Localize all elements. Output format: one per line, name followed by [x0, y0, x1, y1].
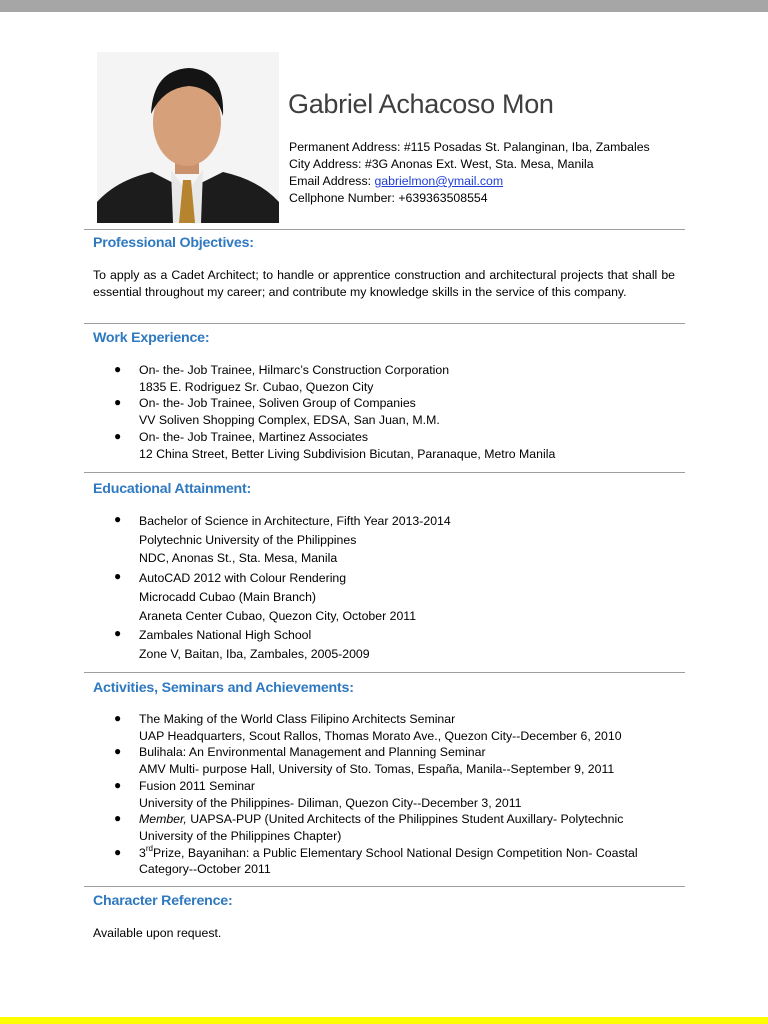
list-item: [93, 395, 555, 428]
prize-rank: 3: [139, 845, 146, 860]
work-title: On- the- Job Trainee, Soliven Group of Companies: [139, 396, 416, 411]
email-label: Email Address:: [289, 174, 375, 188]
bullet-icon: ●: [114, 777, 122, 792]
contact-details: [289, 139, 650, 207]
objectives-heading: Professional Objectives:: [93, 235, 254, 251]
candidate-name: Gabriel Achacoso Mon: [288, 89, 554, 119]
list-item: [93, 429, 555, 462]
list-item: [93, 744, 638, 777]
activities-heading: Activities, Seminars and Achievements:: [93, 680, 354, 696]
membership-label: Member,: [139, 812, 187, 827]
list-item: [93, 512, 451, 568]
bullet-icon: ●: [114, 395, 122, 410]
profile-photo: [97, 52, 279, 223]
section-divider: [84, 323, 685, 324]
education-address: Araneta Center Cubao, Quezon City, October 2011: [139, 608, 417, 623]
reference-text: Available upon request.: [93, 926, 222, 940]
bullet-icon: ●: [114, 569, 122, 584]
education-heading: Educational Attainment:: [93, 481, 252, 497]
activities-list: [93, 711, 638, 878]
education-school: Microcadd Cubao (Main Branch): [139, 589, 317, 604]
list-item: [93, 845, 638, 878]
section-divider: [84, 229, 685, 230]
list-item: [93, 711, 638, 744]
activity-detail: Category--October 2011: [139, 862, 271, 877]
activity-detail: University of the Philippines Chapter): [139, 828, 342, 843]
work-heading: Work Experience:: [93, 330, 210, 346]
list-item: [93, 362, 555, 395]
education-school: Polytechnic University of the Philippines: [139, 532, 357, 547]
permanent-address: Permanent Address: #115 Posadas St. Palanginan, Iba, Zambales: [289, 140, 650, 154]
city-address: City Address: #3G Anonas Ext. West, Sta. Mesa, Manila: [289, 157, 594, 171]
work-address: 12 China Street, Better Living Subdivision Bicutan, Paranaque, Metro Manila: [139, 446, 556, 461]
membership-text: UAPSA-PUP (United Architects of the Philippines Student Auxillary- Polytechnic: [186, 812, 624, 827]
prize-rank-suffix: rd: [145, 843, 153, 853]
section-divider: [84, 672, 685, 673]
list-item: [93, 626, 451, 663]
education-address: Zone V, Baitan, Iba, Zambales, 2005-2009: [139, 646, 370, 661]
email-row: [289, 173, 650, 190]
education-list: [93, 512, 451, 664]
reference-heading: Character Reference:: [93, 893, 233, 909]
prize-text: Prize, Bayanihan: a Public Elementary School National Design Competition Non- Coastal: [152, 845, 638, 860]
list-item: [93, 811, 638, 844]
activity-title: Fusion 2011 Seminar: [139, 778, 255, 793]
work-address: 1835 E. Rodriguez Sr. Cubao, Quezon City: [139, 379, 374, 394]
education-title: AutoCAD 2012 with Colour Rendering: [139, 571, 347, 586]
list-item: [93, 569, 451, 625]
work-address: VV Soliven Shopping Complex, EDSA, San Juan, M.M.: [139, 413, 440, 428]
work-list: [93, 362, 555, 462]
activity-title: The Making of the World Class Filipino Architects Seminar: [139, 712, 456, 726]
activity-detail: University of the Philippines- Diliman, Quezon City--December 3, 2011: [139, 795, 522, 810]
work-title: On- the- Job Trainee, Martinez Associates: [139, 429, 368, 444]
bullet-icon: ●: [114, 844, 122, 859]
bottom-decorative-bar: [0, 1017, 768, 1024]
education-title: Bachelor of Science in Architecture, Fifth Year 2013-2014: [139, 514, 451, 528]
email-link[interactable]: gabrielmon@ymail.com: [374, 174, 504, 188]
bullet-icon: ●: [114, 711, 122, 725]
bullet-icon: ●: [114, 428, 122, 443]
education-title: Zambales National High School: [139, 628, 312, 643]
bullet-icon: ●: [114, 811, 122, 826]
list-item: [93, 778, 638, 811]
bullet-icon: ●: [114, 512, 122, 526]
activity-detail: UAP Headquarters, Scout Rallos, Thomas Morato Ave., Quezon City--December 6, 2010: [139, 728, 622, 743]
activity-title: [139, 811, 638, 828]
bullet-icon: ●: [114, 626, 122, 641]
top-decorative-bar: [0, 0, 768, 12]
work-title: On- the- Job Trainee, Hilmarc’s Construction Corporation: [139, 363, 450, 377]
objectives-text: To apply as a Cadet Architect; to handle or apprentice construction and architectural projects that shall be essential throughout my career; and contribute my knowledge skills in the service of this company.: [93, 268, 675, 299]
cellphone-number: Cellphone Number: +639363508554: [289, 191, 488, 205]
education-address: NDC, Anonas St., Sta. Mesa, Manila: [139, 551, 338, 566]
section-divider: [84, 472, 685, 473]
activity-title: Bulihala: An Environmental Management and Planning Seminar: [139, 745, 486, 760]
bullet-icon: ●: [114, 362, 122, 376]
bullet-icon: ●: [114, 744, 122, 759]
activity-detail: AMV Multi- purpose Hall, University of Sto. Tomas, España, Manila--September 9, 2011: [139, 762, 615, 777]
section-divider: [84, 886, 685, 887]
activity-title: [139, 845, 638, 862]
